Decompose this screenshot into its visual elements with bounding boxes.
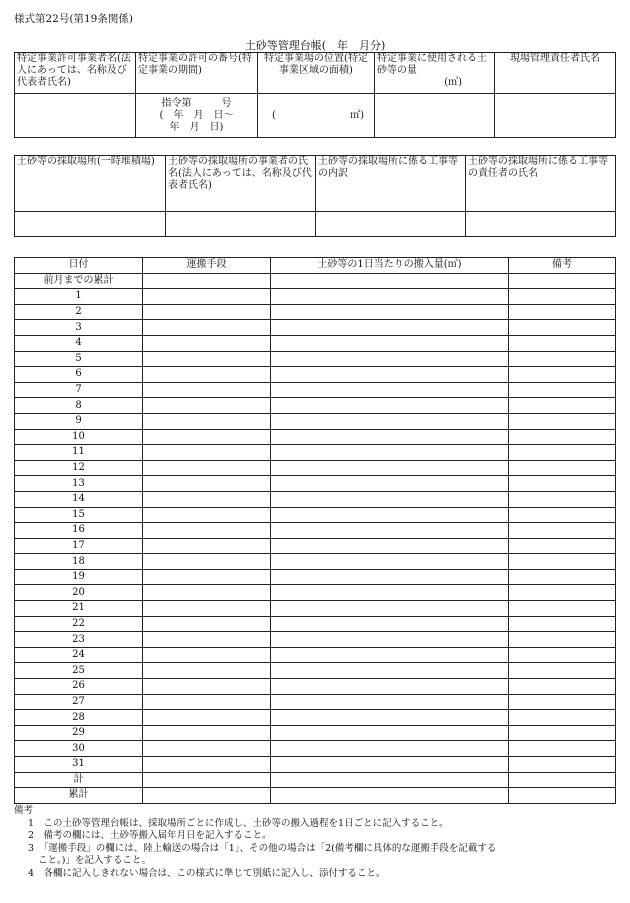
remarks-cell[interactable] [509, 476, 616, 492]
transport-cell[interactable] [143, 445, 271, 461]
remarks-cell[interactable] [509, 460, 616, 476]
remarks-cell[interactable] [509, 788, 616, 804]
row-date-label: 28 [15, 710, 143, 726]
row-date-label: 20 [15, 585, 143, 601]
transport-cell[interactable] [143, 460, 271, 476]
cell-business-name[interactable] [15, 94, 136, 138]
volume-cell[interactable] [271, 351, 509, 367]
transport-cell[interactable] [143, 741, 271, 757]
transport-cell[interactable] [143, 335, 271, 351]
remarks-cell[interactable] [509, 616, 616, 632]
note-3-cont: こと。)」を記入すること。 [38, 855, 151, 866]
daily-log-table [14, 257, 616, 804]
row-date-label: 累計 [15, 788, 143, 804]
table-row [15, 413, 616, 429]
permit-line-3: 年 月 日) [169, 121, 224, 133]
transport-cell[interactable] [143, 788, 271, 804]
header-source-manager: 土砂等の採取場所に係る工事等の責任者の氏名 [466, 156, 616, 212]
table-row [15, 710, 616, 726]
cell-source-location[interactable] [15, 212, 166, 237]
table-row [15, 335, 616, 351]
row-date-label: 3 [15, 320, 143, 336]
row-date-label: 7 [15, 382, 143, 398]
header-site-manager: 現場管理責任者氏名 [495, 53, 616, 94]
table-row [15, 273, 616, 289]
table-row [15, 772, 616, 788]
table-row [15, 507, 616, 523]
row-date-label: 14 [15, 491, 143, 507]
area-unit: ㎡) [350, 109, 364, 121]
notes-heading: 備考 [14, 805, 34, 816]
volume-cell[interactable] [271, 569, 509, 585]
remarks-cell[interactable] [509, 523, 616, 539]
table-row [15, 538, 616, 554]
remarks-cell[interactable] [509, 413, 616, 429]
remarks-cell[interactable] [509, 382, 616, 398]
row-date-label: 24 [15, 647, 143, 663]
volume-cell[interactable] [271, 320, 509, 336]
header-remarks: 備考 [509, 258, 616, 274]
cell-source-operator[interactable] [166, 212, 316, 237]
remarks-cell[interactable] [509, 554, 616, 570]
row-date-label: 30 [15, 741, 143, 757]
remarks-cell[interactable] [509, 741, 616, 757]
remarks-cell[interactable] [509, 772, 616, 788]
row-date-label: 前月までの累計 [15, 273, 143, 289]
row-date-label: 27 [15, 694, 143, 710]
row-date-label: 1 [15, 289, 143, 305]
table-row [15, 601, 616, 617]
volume-cell[interactable] [271, 335, 509, 351]
page-title: 土砂等管理台帳( 年 月分) [244, 39, 386, 52]
soil-volume-unit: (㎥) [444, 77, 462, 88]
header-transport: 運搬手段 [143, 258, 271, 274]
row-date-label: 15 [15, 507, 143, 523]
form-number: 様式第22号(第19条関係) [14, 13, 133, 25]
transport-cell[interactable] [143, 413, 271, 429]
remarks-cell[interactable] [509, 320, 616, 336]
table-row [15, 741, 616, 757]
transport-cell[interactable] [143, 476, 271, 492]
table-row [15, 289, 616, 305]
transport-cell[interactable] [143, 367, 271, 383]
row-date-label: 18 [15, 554, 143, 570]
volume-cell[interactable] [271, 632, 509, 648]
table-row [15, 585, 616, 601]
volume-cell[interactable] [271, 616, 509, 632]
volume-cell[interactable] [271, 289, 509, 305]
transport-cell[interactable] [143, 725, 271, 741]
transport-cell[interactable] [143, 694, 271, 710]
transport-cell[interactable] [143, 554, 271, 570]
cell-site-location[interactable] [258, 94, 375, 138]
row-date-label: 2 [15, 304, 143, 320]
transport-cell[interactable] [143, 585, 271, 601]
remarks-cell[interactable] [509, 601, 616, 617]
table-row [15, 304, 616, 320]
cell-permit-number[interactable] [136, 94, 258, 138]
volume-cell[interactable] [271, 460, 509, 476]
row-date-label: 4 [15, 335, 143, 351]
remarks-cell[interactable] [509, 304, 616, 320]
header-source-works: 土砂等の採取場所に係る工事等の内訳 [316, 156, 466, 212]
volume-cell[interactable] [271, 538, 509, 554]
volume-cell[interactable] [271, 476, 509, 492]
volume-cell[interactable] [271, 741, 509, 757]
row-date-label: 17 [15, 538, 143, 554]
remarks-cell[interactable] [509, 585, 616, 601]
table-row [15, 663, 616, 679]
volume-cell[interactable] [271, 413, 509, 429]
row-date-label: 10 [15, 429, 143, 445]
table-row [15, 647, 616, 663]
note-1: 1 この土砂等管理台帳は、採取場所ごとに作成し、土砂等の搬入過程を1日ごとに記入すること。 [28, 817, 449, 829]
table-row [15, 460, 616, 476]
transport-cell[interactable] [143, 289, 271, 305]
table-row [15, 429, 616, 445]
volume-cell[interactable] [271, 367, 509, 383]
volume-cell[interactable] [271, 601, 509, 617]
table-row [15, 554, 616, 570]
row-date-label: 21 [15, 601, 143, 617]
header-business-name: 特定事業許可事業者名(法人にあっては、名称及び代表者氏名) [15, 53, 136, 94]
volume-cell[interactable] [271, 273, 509, 289]
transport-cell[interactable] [143, 569, 271, 585]
cell-soil-volume[interactable] [375, 94, 495, 138]
table-row [15, 694, 616, 710]
note-4: 4 各欄に記入しきれない場合は、この様式に準じて別紙に記入し、添付すること。 [28, 867, 386, 879]
volume-cell[interactable] [271, 694, 509, 710]
volume-cell[interactable] [271, 679, 509, 695]
header-source-operator: 土砂等の採取場所の事業者の氏名(法人にあっては、名称及び代表者氏名) [166, 156, 316, 212]
header-daily-volume: 土砂等の1日当たりの搬入量(㎥) [271, 258, 509, 274]
soil-volume-label: 特定事業に使用される土砂等の量 [377, 53, 487, 76]
remarks-cell[interactable] [509, 710, 616, 726]
remarks-cell[interactable] [509, 647, 616, 663]
transport-cell[interactable] [143, 523, 271, 539]
remarks-cell[interactable] [509, 273, 616, 289]
table-row [15, 367, 616, 383]
remarks-cell[interactable] [509, 569, 616, 585]
transport-cell[interactable] [143, 710, 271, 726]
row-date-label: 5 [15, 351, 143, 367]
transport-cell[interactable] [143, 757, 271, 773]
volume-cell[interactable] [271, 788, 509, 804]
header-date: 日付 [15, 258, 143, 274]
remarks-cell[interactable] [509, 491, 616, 507]
area-open: ( [272, 109, 276, 121]
remarks-cell[interactable] [509, 429, 616, 445]
transport-cell[interactable] [143, 304, 271, 320]
cell-site-manager[interactable] [495, 94, 616, 138]
volume-cell[interactable] [271, 429, 509, 445]
header-permit-number: 特定事業の許可の番号(特定事業の期間) [136, 53, 258, 94]
remarks-cell[interactable] [509, 445, 616, 461]
row-date-label: 11 [15, 445, 143, 461]
volume-cell[interactable] [271, 445, 509, 461]
volume-cell[interactable] [271, 725, 509, 741]
volume-cell[interactable] [271, 398, 509, 414]
transport-cell[interactable] [143, 429, 271, 445]
header-site-location: 特定事業場の位置(特定事業区域の面積) [258, 53, 375, 94]
row-date-label: 26 [15, 679, 143, 695]
transport-cell[interactable] [143, 772, 271, 788]
row-date-label: 29 [15, 725, 143, 741]
transport-cell[interactable] [143, 538, 271, 554]
volume-cell[interactable] [271, 507, 509, 523]
transport-cell[interactable] [143, 616, 271, 632]
remarks-cell[interactable] [509, 757, 616, 773]
volume-cell[interactable] [271, 382, 509, 398]
volume-cell[interactable] [271, 647, 509, 663]
remarks-cell[interactable] [509, 632, 616, 648]
transport-cell[interactable] [143, 320, 271, 336]
remarks-cell[interactable] [509, 725, 616, 741]
remarks-cell[interactable] [509, 289, 616, 305]
volume-cell[interactable] [271, 772, 509, 788]
remarks-cell[interactable] [509, 351, 616, 367]
row-date-label: 16 [15, 523, 143, 539]
permit-line-2: ( 年 月 日～ [159, 109, 234, 121]
notes-section [14, 805, 496, 880]
volume-cell[interactable] [271, 554, 509, 570]
row-date-label: 31 [15, 757, 143, 773]
source-info-table [14, 155, 616, 237]
transport-cell[interactable] [143, 632, 271, 648]
remarks-cell[interactable] [509, 694, 616, 710]
note-3: 3 「運搬手段」の欄には、陸上輸送の場合は「1」、その他の場合は「2(備考欄に具体的な運搬手段を記載する [28, 842, 497, 854]
header-source-location: 土砂等の採取場所(一時堆積場) [15, 156, 166, 212]
volume-cell[interactable] [271, 710, 509, 726]
row-date-label: 25 [15, 663, 143, 679]
remarks-cell[interactable] [509, 335, 616, 351]
transport-cell[interactable] [143, 398, 271, 414]
table-row [15, 757, 616, 773]
business-info-table [14, 52, 616, 138]
volume-cell[interactable] [271, 757, 509, 773]
transport-cell[interactable] [143, 491, 271, 507]
row-date-label: 6 [15, 367, 143, 383]
row-date-label: 8 [15, 398, 143, 414]
header-soil-volume [375, 53, 495, 94]
row-date-label: 22 [15, 616, 143, 632]
volume-cell[interactable] [271, 491, 509, 507]
transport-cell[interactable] [143, 679, 271, 695]
remarks-cell[interactable] [509, 679, 616, 695]
volume-cell[interactable] [271, 523, 509, 539]
table-row [15, 351, 616, 367]
row-date-label: 9 [15, 413, 143, 429]
row-date-label: 19 [15, 569, 143, 585]
cell-source-works[interactable] [316, 212, 466, 237]
remarks-cell[interactable] [509, 663, 616, 679]
permit-line-1: 指令第 号 [161, 97, 232, 109]
table-row [15, 788, 616, 804]
table-row [15, 398, 616, 414]
transport-cell[interactable] [143, 601, 271, 617]
table-row [15, 476, 616, 492]
transport-cell[interactable] [143, 647, 271, 663]
table-row [15, 725, 616, 741]
remarks-cell[interactable] [509, 507, 616, 523]
transport-cell[interactable] [143, 273, 271, 289]
table-row [15, 320, 616, 336]
table-row [15, 523, 616, 539]
row-date-label: 計 [15, 772, 143, 788]
table-row [15, 616, 616, 632]
row-date-label: 23 [15, 632, 143, 648]
remarks-cell[interactable] [509, 538, 616, 554]
table-row [15, 445, 616, 461]
cell-source-manager[interactable] [466, 212, 616, 237]
volume-cell[interactable] [271, 663, 509, 679]
volume-cell[interactable] [271, 585, 509, 601]
table-row [15, 382, 616, 398]
transport-cell[interactable] [143, 351, 271, 367]
note-2: 2 備考の欄には、土砂等搬入届年月日を記入すること。 [28, 830, 272, 841]
table-row [15, 491, 616, 507]
transport-cell[interactable] [143, 382, 271, 398]
transport-cell[interactable] [143, 507, 271, 523]
row-date-label: 12 [15, 460, 143, 476]
remarks-cell[interactable] [509, 398, 616, 414]
remarks-cell[interactable] [509, 367, 616, 383]
volume-cell[interactable] [271, 304, 509, 320]
transport-cell[interactable] [143, 663, 271, 679]
row-date-label: 13 [15, 476, 143, 492]
table-row [15, 679, 616, 695]
table-row [15, 569, 616, 585]
table-row [15, 632, 616, 648]
